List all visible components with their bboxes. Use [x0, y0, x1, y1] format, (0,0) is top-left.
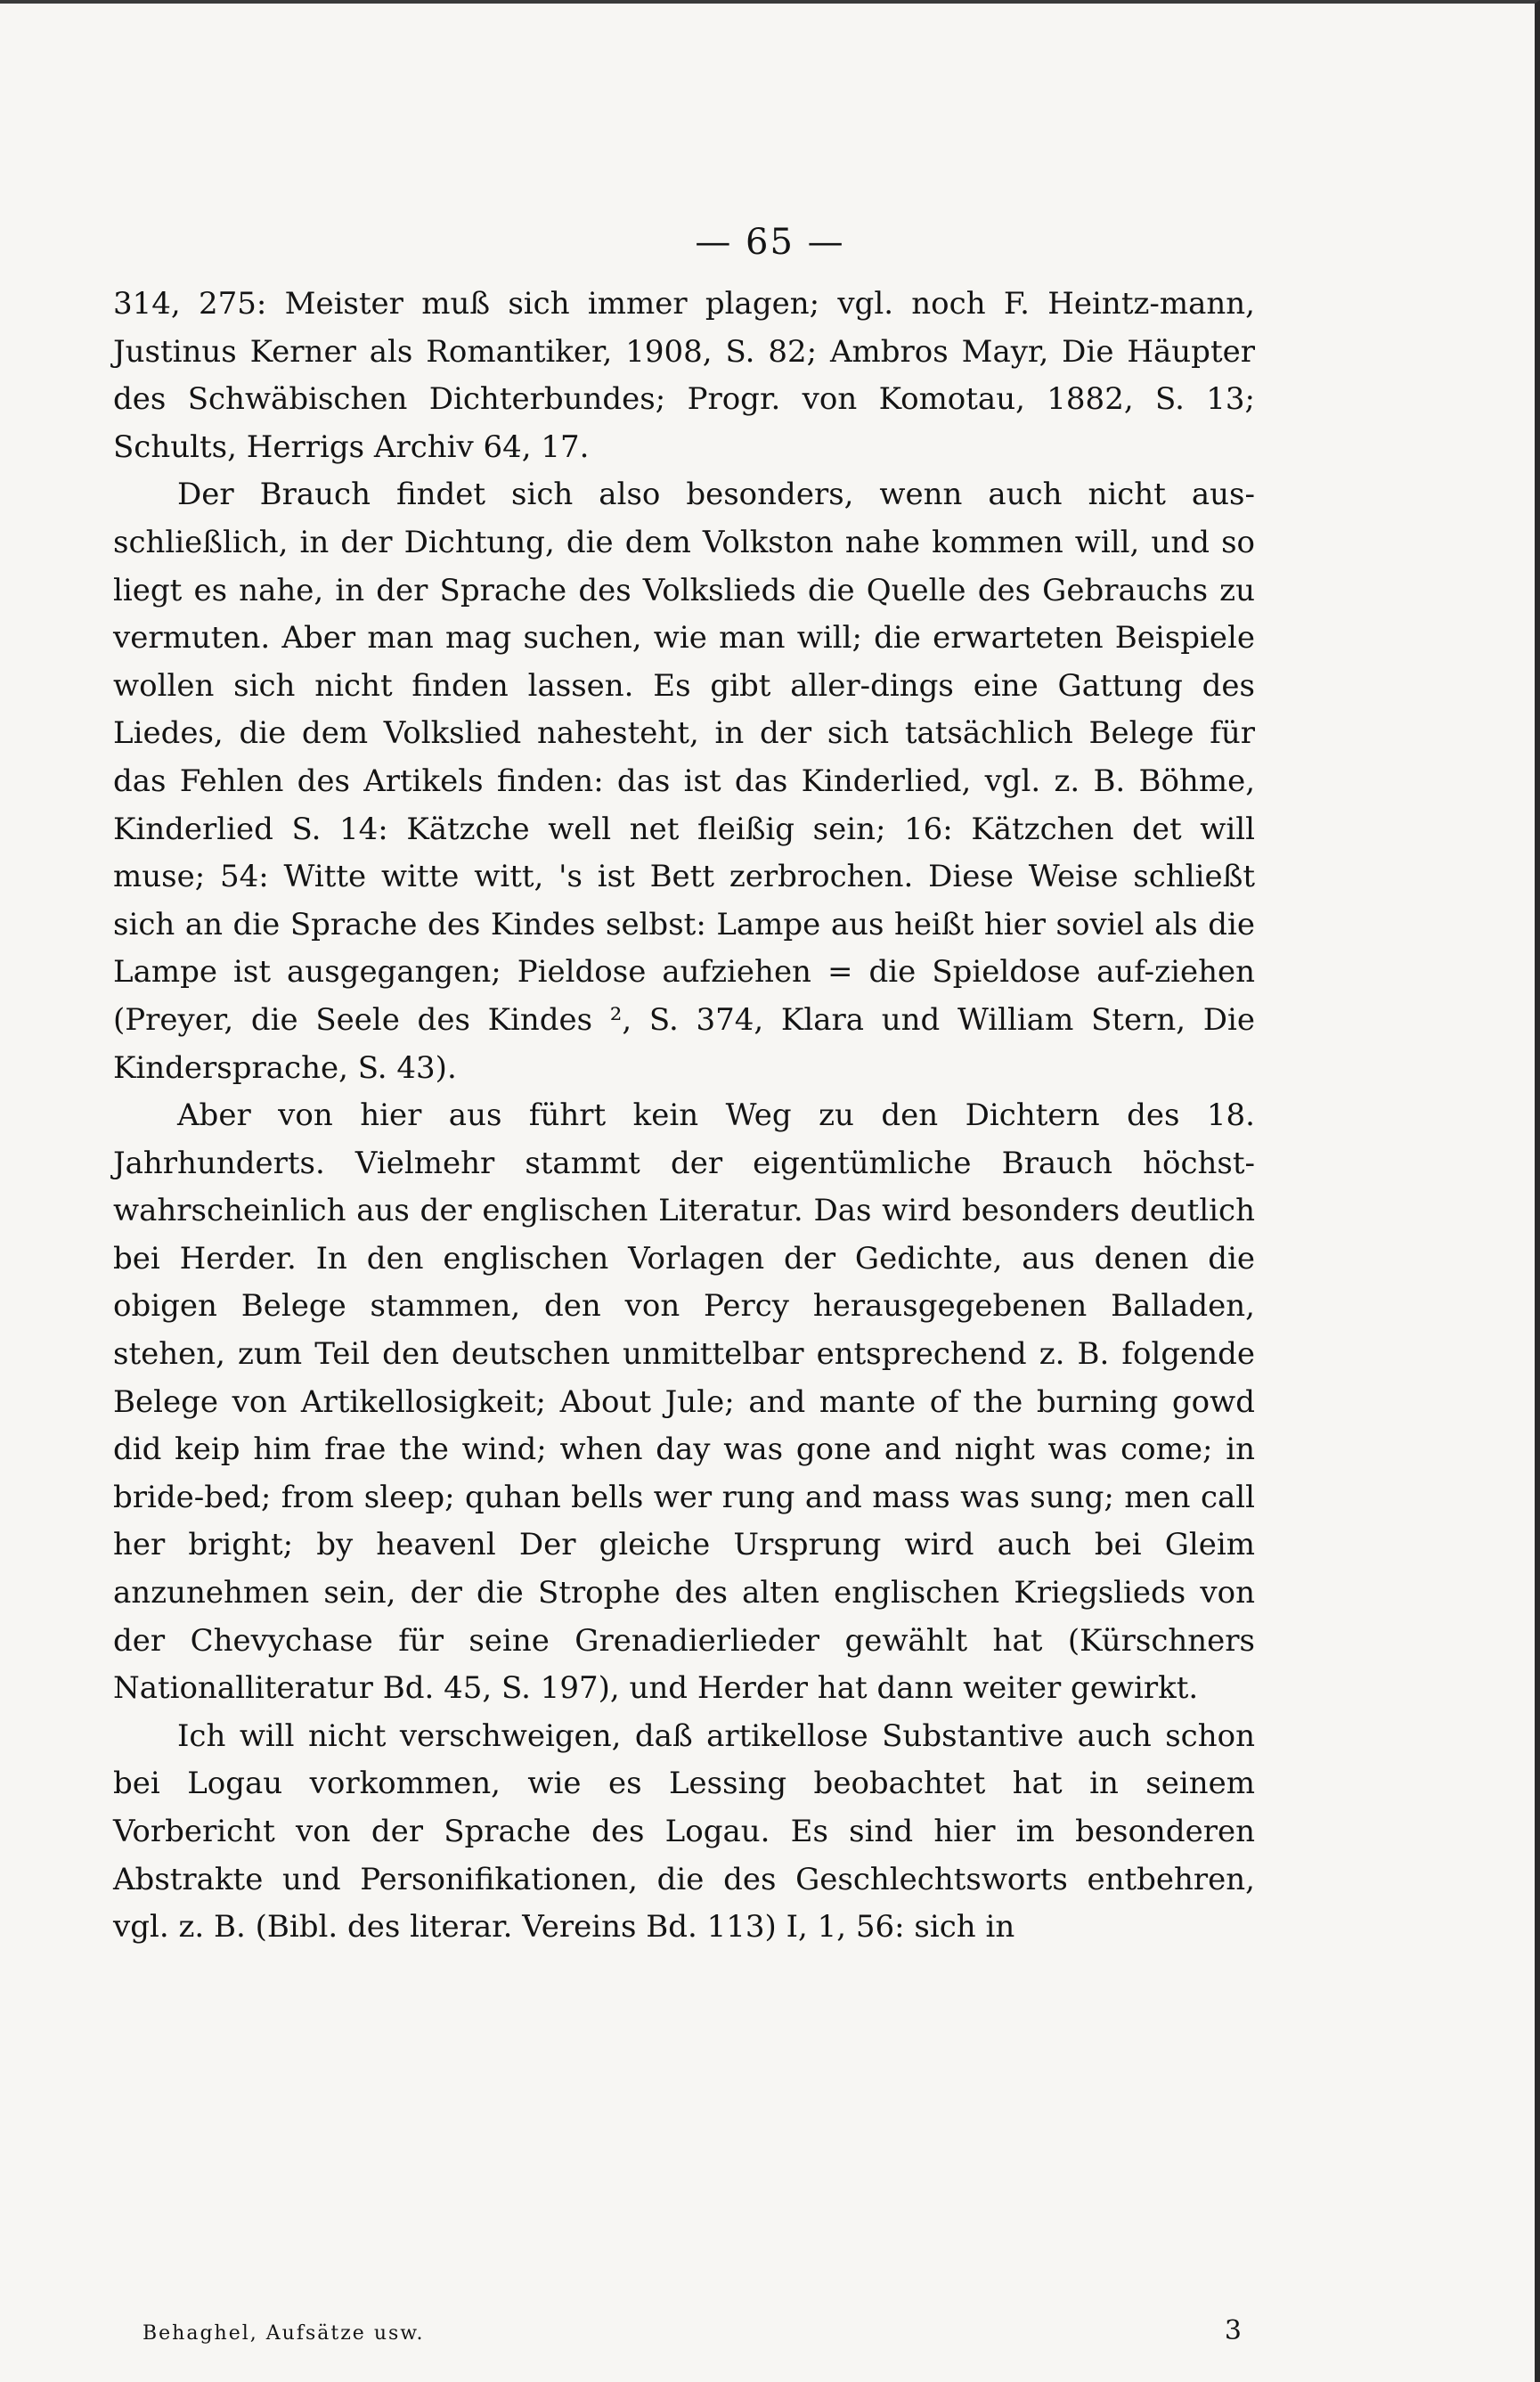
paragraph-1: 314, 275: Meister muß sich immer plagen; vgl. noch F. Heintz-mann, Justinus Kerner als Romantiker, 1908, S. 82; Ambros Mayr, Die Häupter des Schwäbischen Dichterbundes; Progr. von Komotau, 1882, S. 13; Schults, Herrigs Archiv 64, 17.	[113, 286, 1255, 465]
paragraph-4: Ich will nicht verschweigen, daß artikellose Substantive auch schon bei Logau vorkommen, wie es Lessing beobachtet hat in seinem Vorbericht von der Sprache des Logau. Es sind hier im besonderen Abstrakte und Personifikationen, die des Geschlechtsworts entbehren, vgl. z. B. (Bibl. des literar. Vereins Bd. 113) I, 1, 56: sich in	[113, 1717, 1255, 1946]
signature-mark: 3	[1224, 2315, 1242, 2346]
paragraph-3: Aber von hier aus führt kein Weg zu den Dichtern des 18. Jahrhunderts. Vielmehr stammt der eigentümliche Brauch höchst-wahrscheinlich aus der englischen Literatur. Das wird besonders deutlich bei Herder. In den englischen Vorlagen der Gedichte, aus denen die obigen Belege stammen, den von Percy herausgegebenen Balladen, stehen, zum Teil den deutschen unmittelbar entsprechend z. B. folgende Belege von Artikellosigkeit; About Jule; and mante of the burning gowd did keip him frae the wind; when day was gone and night was come; in bride-bed; from sleep; quhan bells wer rung and mass was sung; men call her bright; by heavenl Der gleiche Ursprung wird auch bei Gleim anzunehmen sein, der die Strophe des alten englischen Kriegslieds von der Chevychase für seine Grenadierlieder gewählt hat (Kürschners Nationalliteratur Bd. 45, S. 197), und Herder hat dann weiter gewirkt.	[113, 1097, 1255, 1707]
page-number: — 65 —	[695, 222, 845, 263]
main-text	[113, 281, 1255, 1952]
paragraph-2: Der Brauch findet sich also besonders, wenn auch nicht aus-schließlich, in der Dichtung, die dem Volkston nahe kommen will, und so liegt es nahe, in der Sprache des Volkslieds die Quelle des Gebrauchs zu vermuten. Aber man mag suchen, wie man will; die erwarteten Beispiele wollen sich nicht finden lassen. Es gibt aller-dings eine Gattung des Liedes, die dem Volkslied nahesteht, in der sich tatsächlich Belege für das Fehlen des Artikels finden: das ist das Kinderlied, vgl. z. B. Böhme, Kinderlied S. 14: Kätzche well net fleißig sein; 16: Kätzchen det will muse; 54: Witte witte witt, 's ist Bett zerbrochen. Diese Weise schließt sich an die Sprache des Kindes selbst: Lampe aus heißt hier soviel als die Lampe ist ausgegangen; Pieldose aufziehen = die Spieldose auf-ziehen (Preyer, die Seele des Kindes ², S. 374, Klara und William Stern, Die Kindersprache, S. 43).	[113, 477, 1255, 1086]
running-title: Behaghel, Aufsätze usw.	[143, 2322, 425, 2345]
page-footer	[143, 2315, 1247, 2346]
